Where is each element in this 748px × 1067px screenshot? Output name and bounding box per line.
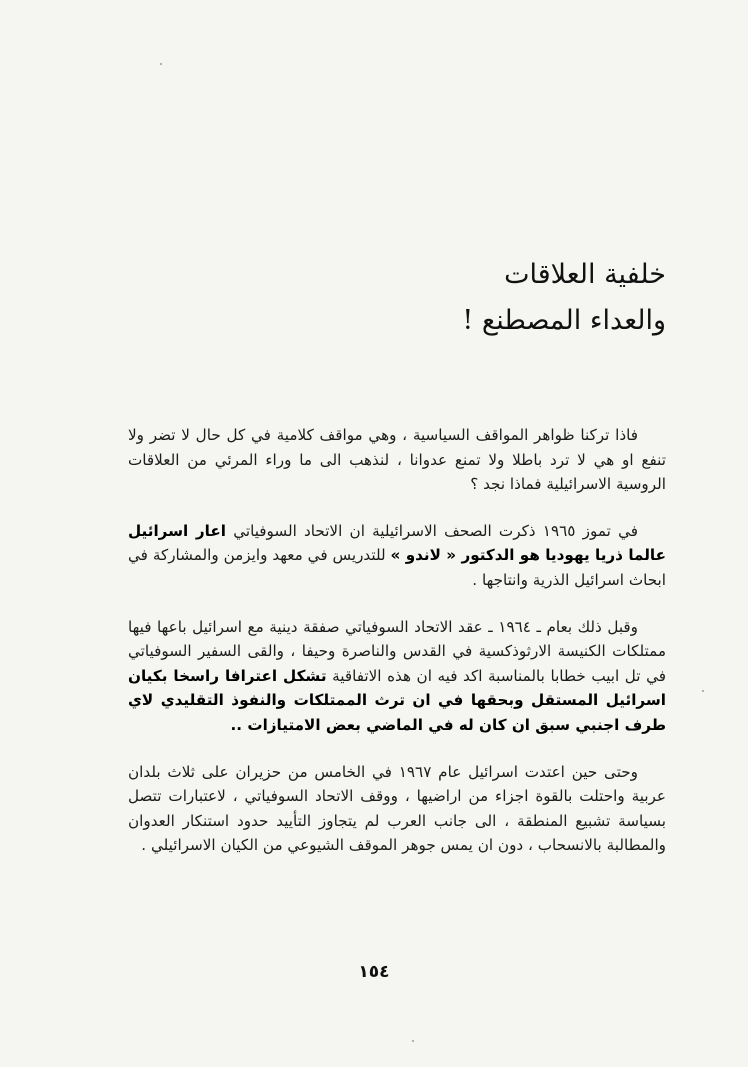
paragraph bbox=[128, 519, 666, 593]
paragraph bbox=[128, 423, 666, 497]
paragraph bbox=[128, 760, 666, 858]
paper-speck bbox=[160, 63, 162, 65]
paragraph-bold-text: اعار اسرائيل عالما ذريا يهوديا هو الدكتور « لاندو » bbox=[128, 521, 666, 565]
paragraph-text: وقبل ذلك بعام ـ ١٩٦٤ ـ عقد الاتحاد السوفياتي صفقة دينية مع اسرائيل باعها فيها ممتلكات الكنيسة الارثوذكسية في القدس والناصرة وحيفا ، والقى السفير السوفياتي في تل ابيب خطابا بالمناسبة اكد فيه ان هذه الاتفاقية bbox=[128, 617, 666, 685]
body-text bbox=[128, 423, 666, 880]
paragraph-text: فاذا تركنا ظواهر المواقف السياسية ، وهي مواقف كلامية في كل حال لا تضر ولا تنفع او هي لا ترد باطلا ولا تمنع عدوانا ، لنذهب الى ما وراء المرئي من العلاقات الروسية الاسرائيلية فماذا نجد ؟ bbox=[128, 426, 666, 494]
paragraph-text: في تموز ١٩٦٥ ذكرت الصحف الاسرائيلية ان الاتحاد السوفياتي bbox=[225, 521, 638, 540]
paragraph bbox=[128, 615, 666, 738]
page-number: ١٥٤ bbox=[358, 962, 390, 982]
paragraph-bold-text: تشكل اعترافا راسخا بكيان اسرائيل المستقل وبحقها في ان ترث الممتلكات والنفوذ التقليدي لاي طرف اجنبي سبق ان كان له في الماضي بعض الامتيازات .. bbox=[128, 666, 666, 734]
paper-speck bbox=[702, 690, 704, 692]
chapter-heading-line-2: والعداء المصطنع ! bbox=[462, 305, 666, 336]
paragraph-text: للتدريس في معهد وايزمن والمشاركة في ابحاث اسرائيل الذرية وانتاجها . bbox=[128, 546, 666, 589]
paragraph-text: وحتى حين اعتدت اسرائيل عام ١٩٦٧ في الخامس من حزيران على ثلاث بلدان عربية واحتلت بالقوة اجزاء من اراضيها ، ووقف الاتحاد السوفياتي ، لاعتبارات تتصل بسياسة تشبيع المنطقة ، الى جانب العرب لم يتجاوز التأييد حدود استنكار العدوان والمطالبة بالانسحاب ، دون ان يمس جوهر الموقف الشيوعي من الكيان الاسرائيلي . bbox=[128, 762, 666, 855]
chapter-heading-line-1: خلفية العلاقات bbox=[504, 259, 666, 290]
paper-speck bbox=[412, 1040, 414, 1042]
chapter-heading bbox=[386, 252, 666, 344]
